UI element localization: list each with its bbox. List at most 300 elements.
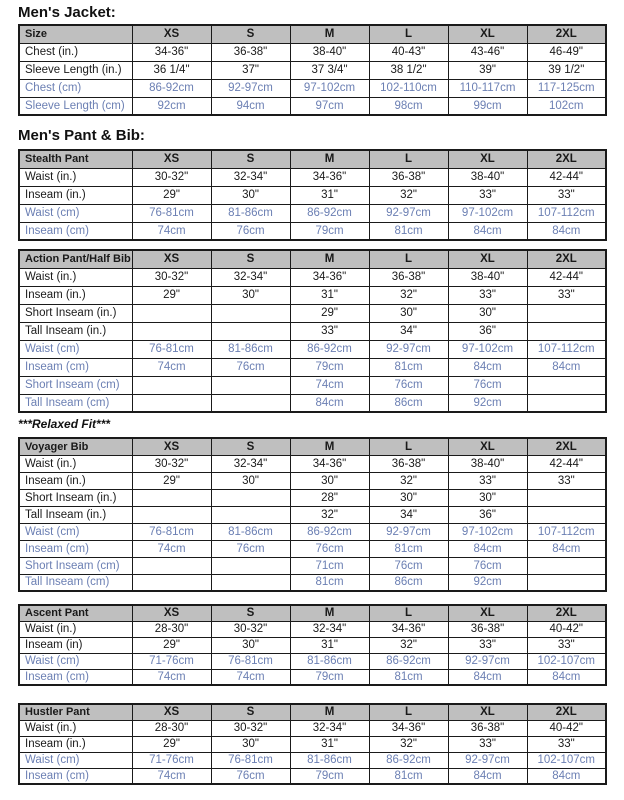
data-cell: 81-86cm xyxy=(290,653,369,669)
data-cell: 84cm xyxy=(527,222,606,240)
row-label: Inseam (in.) xyxy=(19,472,132,489)
table-row-waist-in xyxy=(19,168,606,186)
table-row-waist-cm xyxy=(19,340,606,358)
data-cell: 36" xyxy=(448,506,527,523)
data-cell xyxy=(132,322,211,340)
data-cell: 107-112cm xyxy=(527,204,606,222)
data-cell: 34-36" xyxy=(369,621,448,637)
table-row-inseam-cm xyxy=(19,540,606,557)
column-header-s: S xyxy=(211,605,290,621)
data-cell xyxy=(527,506,606,523)
data-cell: 74cm xyxy=(132,358,211,376)
data-cell: 36 1/4" xyxy=(132,61,211,79)
data-cell: 107-112cm xyxy=(527,523,606,540)
data-cell: 98cm xyxy=(369,97,448,115)
table-row-tall-inseam-in xyxy=(19,506,606,523)
data-cell: 81-86cm xyxy=(211,340,290,358)
data-cell: 81cm xyxy=(290,574,369,591)
table-header-row xyxy=(19,438,606,455)
table-row-inseam-in xyxy=(19,286,606,304)
data-cell: 76-81cm xyxy=(132,340,211,358)
column-header-m: M xyxy=(290,250,369,268)
data-cell: 102-107cm xyxy=(527,752,606,768)
table-row-waist-in xyxy=(19,455,606,472)
data-cell: 39 1/2" xyxy=(527,61,606,79)
column-header-l: L xyxy=(369,250,448,268)
relaxed-fit-note: ***Relaxed Fit*** xyxy=(18,417,111,431)
data-cell: 32-34" xyxy=(211,168,290,186)
data-cell: 36-38" xyxy=(369,455,448,472)
table-title-cell: Size xyxy=(19,25,132,43)
data-cell: 38-40" xyxy=(448,268,527,286)
data-cell: 32" xyxy=(369,637,448,653)
row-label: Inseam (in) xyxy=(19,637,132,653)
data-cell: 33" xyxy=(527,286,606,304)
data-cell: 28" xyxy=(290,489,369,506)
data-cell: 46-49" xyxy=(527,43,606,61)
data-cell: 37 3/4" xyxy=(290,61,369,79)
data-cell: 79cm xyxy=(290,669,369,685)
data-cell: 32" xyxy=(369,472,448,489)
row-label: Tall Inseam (cm) xyxy=(19,574,132,591)
data-cell: 32" xyxy=(369,186,448,204)
data-cell: 34-36" xyxy=(369,720,448,736)
data-cell: 33" xyxy=(448,472,527,489)
row-label: Waist (cm) xyxy=(19,752,132,768)
table-row-inseam-in xyxy=(19,186,606,204)
column-header-l: L xyxy=(369,438,448,455)
data-cell: 42-44" xyxy=(527,455,606,472)
data-cell: 79cm xyxy=(290,358,369,376)
data-cell: 42-44" xyxy=(527,268,606,286)
row-label: Inseam (cm) xyxy=(19,540,132,557)
data-cell: 76-81cm xyxy=(211,653,290,669)
data-cell: 94cm xyxy=(211,97,290,115)
table-row-waist-cm xyxy=(19,653,606,669)
data-cell: 38 1/2" xyxy=(369,61,448,79)
row-label: Waist (in.) xyxy=(19,268,132,286)
data-cell: 33" xyxy=(448,286,527,304)
data-cell xyxy=(211,506,290,523)
data-cell: 81cm xyxy=(369,669,448,685)
column-header-xs: XS xyxy=(132,150,211,168)
column-header-s: S xyxy=(211,150,290,168)
column-header-l: L xyxy=(369,704,448,720)
data-cell xyxy=(211,322,290,340)
data-cell: 86cm xyxy=(369,574,448,591)
data-cell: 86cm xyxy=(369,394,448,412)
data-cell xyxy=(527,557,606,574)
data-cell xyxy=(211,304,290,322)
data-cell: 32" xyxy=(369,286,448,304)
table-row-waist-in xyxy=(19,720,606,736)
data-cell: 32" xyxy=(290,506,369,523)
data-cell: 31" xyxy=(290,186,369,204)
column-header-xl: XL xyxy=(448,25,527,43)
data-cell xyxy=(527,304,606,322)
table-header-row xyxy=(19,605,606,621)
table-row-inseam-cm xyxy=(19,222,606,240)
row-label: Sleeve Length (cm) xyxy=(19,97,132,115)
data-cell xyxy=(132,394,211,412)
data-cell xyxy=(132,489,211,506)
table-row-short-inseam-cm xyxy=(19,376,606,394)
data-cell: 76cm xyxy=(448,557,527,574)
row-label: Waist (cm) xyxy=(19,204,132,222)
data-cell: 97-102cm xyxy=(448,204,527,222)
data-cell: 92-97cm xyxy=(448,752,527,768)
data-cell: 34" xyxy=(369,322,448,340)
data-cell: 81-86cm xyxy=(290,752,369,768)
data-cell: 43-46" xyxy=(448,43,527,61)
data-cell: 84cm xyxy=(448,768,527,784)
data-cell: 102-110cm xyxy=(369,79,448,97)
data-cell: 81-86cm xyxy=(211,204,290,222)
column-header-xl: XL xyxy=(448,438,527,455)
row-label: Short Inseam (in.) xyxy=(19,304,132,322)
data-cell: 92-97cm xyxy=(448,653,527,669)
data-cell: 29" xyxy=(290,304,369,322)
data-cell: 102cm xyxy=(527,97,606,115)
data-cell xyxy=(211,557,290,574)
row-label: Waist (cm) xyxy=(19,340,132,358)
data-cell: 84cm xyxy=(527,358,606,376)
column-header-2xl: 2XL xyxy=(527,150,606,168)
data-cell: 81cm xyxy=(369,768,448,784)
table-row-short-inseam-in xyxy=(19,489,606,506)
data-cell: 84cm xyxy=(527,540,606,557)
data-cell: 71cm xyxy=(290,557,369,574)
table-row-waist-cm xyxy=(19,204,606,222)
data-cell: 38-40" xyxy=(448,455,527,472)
column-header-m: M xyxy=(290,704,369,720)
table-row-inseam-cm xyxy=(19,669,606,685)
data-cell: 32" xyxy=(369,736,448,752)
row-label: Inseam (in.) xyxy=(19,286,132,304)
table-row-inseam-in xyxy=(19,472,606,489)
data-cell: 84cm xyxy=(527,669,606,685)
row-label: Sleeve Length (in.) xyxy=(19,61,132,79)
data-cell: 32-34" xyxy=(211,455,290,472)
column-header-2xl: 2XL xyxy=(527,25,606,43)
data-cell xyxy=(527,574,606,591)
data-cell: 30" xyxy=(211,736,290,752)
table-row-chest-cm xyxy=(19,79,606,97)
data-cell: 79cm xyxy=(290,222,369,240)
data-cell: 31" xyxy=(290,637,369,653)
data-cell: 32-34" xyxy=(290,720,369,736)
size-table-voyager-bib xyxy=(18,437,607,592)
data-cell: 30" xyxy=(369,304,448,322)
data-cell: 39" xyxy=(448,61,527,79)
table-title-cell: Ascent Pant xyxy=(19,605,132,621)
data-cell: 30" xyxy=(290,472,369,489)
data-cell: 84cm xyxy=(448,669,527,685)
data-cell: 36-38" xyxy=(448,621,527,637)
data-cell: 29" xyxy=(132,736,211,752)
data-cell: 40-42" xyxy=(527,720,606,736)
section-title: Men's Jacket: xyxy=(18,4,116,21)
data-cell: 29" xyxy=(132,286,211,304)
data-cell: 84cm xyxy=(448,222,527,240)
data-cell: 36-38" xyxy=(369,168,448,186)
row-label: Inseam (cm) xyxy=(19,669,132,685)
row-label: Waist (cm) xyxy=(19,653,132,669)
data-cell: 37" xyxy=(211,61,290,79)
data-cell xyxy=(132,574,211,591)
data-cell: 33" xyxy=(527,472,606,489)
row-label: Chest (cm) xyxy=(19,79,132,97)
table-row-tall-inseam-cm xyxy=(19,394,606,412)
section-men-s-pant-bib xyxy=(18,126,605,785)
data-cell: 33" xyxy=(448,186,527,204)
column-header-l: L xyxy=(369,605,448,621)
column-header-s: S xyxy=(211,704,290,720)
data-cell: 92cm xyxy=(132,97,211,115)
column-header-m: M xyxy=(290,25,369,43)
table-header-row xyxy=(19,250,606,268)
table-header-row xyxy=(19,704,606,720)
section-men-s-jacket xyxy=(18,3,605,116)
table-title-cell: Action Pant/Half Bib xyxy=(19,250,132,268)
row-label: Waist (cm) xyxy=(19,523,132,540)
data-cell: 84cm xyxy=(290,394,369,412)
data-cell: 97-102cm xyxy=(448,340,527,358)
data-cell: 74cm xyxy=(211,669,290,685)
data-cell: 84cm xyxy=(448,358,527,376)
data-cell: 74cm xyxy=(132,669,211,685)
data-cell: 102-107cm xyxy=(527,653,606,669)
data-cell: 92-97cm xyxy=(369,523,448,540)
column-header-m: M xyxy=(290,605,369,621)
data-cell: 38-40" xyxy=(448,168,527,186)
row-label: Tall Inseam (cm) xyxy=(19,394,132,412)
row-label: Inseam (in.) xyxy=(19,736,132,752)
data-cell xyxy=(527,322,606,340)
data-cell: 31" xyxy=(290,286,369,304)
row-label: Inseam (in.) xyxy=(19,186,132,204)
table-row-short-inseam-in xyxy=(19,304,606,322)
data-cell: 30-32" xyxy=(211,720,290,736)
data-cell: 40-42" xyxy=(527,621,606,637)
data-cell: 76cm xyxy=(211,222,290,240)
data-cell: 30-32" xyxy=(211,621,290,637)
table-header-row xyxy=(19,150,606,168)
data-cell: 97cm xyxy=(290,97,369,115)
data-cell: 84cm xyxy=(448,540,527,557)
data-cell: 86-92cm xyxy=(369,653,448,669)
data-cell: 92-97cm xyxy=(369,340,448,358)
data-cell: 36" xyxy=(448,322,527,340)
data-cell xyxy=(132,506,211,523)
data-cell: 30" xyxy=(448,304,527,322)
table-row-waist-in xyxy=(19,268,606,286)
data-cell: 74cm xyxy=(132,222,211,240)
row-label: Inseam (cm) xyxy=(19,222,132,240)
data-cell: 86-92cm xyxy=(290,340,369,358)
data-cell: 33" xyxy=(448,637,527,653)
data-cell: 84cm xyxy=(527,768,606,784)
data-cell: 42-44" xyxy=(527,168,606,186)
column-header-2xl: 2XL xyxy=(527,438,606,455)
size-table-ascent-pant xyxy=(18,604,607,686)
table-row-waist-in xyxy=(19,621,606,637)
data-cell: 29" xyxy=(132,472,211,489)
data-cell: 30-32" xyxy=(132,268,211,286)
data-cell: 30-32" xyxy=(132,168,211,186)
table-row-inseam-cm xyxy=(19,768,606,784)
data-cell: 81cm xyxy=(369,540,448,557)
data-cell: 32-34" xyxy=(290,621,369,637)
row-label: Inseam (cm) xyxy=(19,358,132,376)
data-cell: 92cm xyxy=(448,394,527,412)
column-header-xs: XS xyxy=(132,25,211,43)
data-cell: 97-102cm xyxy=(290,79,369,97)
data-cell: 81cm xyxy=(369,222,448,240)
data-cell: 30" xyxy=(369,489,448,506)
table-title-cell: Hustler Pant xyxy=(19,704,132,720)
row-label: Inseam (cm) xyxy=(19,768,132,784)
column-header-xs: XS xyxy=(132,250,211,268)
data-cell: 38-40" xyxy=(290,43,369,61)
table-row-waist-cm xyxy=(19,752,606,768)
column-header-xl: XL xyxy=(448,150,527,168)
table-row-sleeve-length-cm xyxy=(19,97,606,115)
data-cell: 29" xyxy=(132,637,211,653)
data-cell: 74cm xyxy=(132,540,211,557)
size-table-stealth-pant xyxy=(18,149,607,241)
data-cell: 74cm xyxy=(132,768,211,784)
table-row-sleeve-length-in xyxy=(19,61,606,79)
data-cell: 30" xyxy=(448,489,527,506)
section-title: Men's Pant & Bib: xyxy=(18,127,145,144)
data-cell xyxy=(211,574,290,591)
data-cell: 32-34" xyxy=(211,268,290,286)
data-cell: 76cm xyxy=(369,557,448,574)
data-cell: 76cm xyxy=(211,540,290,557)
row-label: Waist (in.) xyxy=(19,720,132,736)
table-row-inseam-cm xyxy=(19,358,606,376)
row-label: Waist (in.) xyxy=(19,621,132,637)
column-header-s: S xyxy=(211,25,290,43)
data-cell: 92-97cm xyxy=(369,204,448,222)
data-cell: 76cm xyxy=(369,376,448,394)
data-cell: 74cm xyxy=(290,376,369,394)
data-cell: 30" xyxy=(211,637,290,653)
data-cell: 34-36" xyxy=(290,168,369,186)
data-cell: 33" xyxy=(527,637,606,653)
data-cell: 30" xyxy=(211,186,290,204)
row-label: Short Inseam (cm) xyxy=(19,557,132,574)
table-row-waist-cm xyxy=(19,523,606,540)
size-table-hustler-pant xyxy=(18,703,607,785)
data-cell: 33" xyxy=(527,736,606,752)
data-cell: 76-81cm xyxy=(132,204,211,222)
data-cell: 117-125cm xyxy=(527,79,606,97)
table-row-tall-inseam-cm xyxy=(19,574,606,591)
data-cell: 86-92cm xyxy=(132,79,211,97)
row-label: Short Inseam (cm) xyxy=(19,376,132,394)
data-cell xyxy=(527,376,606,394)
data-cell: 31" xyxy=(290,736,369,752)
data-cell: 76-81cm xyxy=(132,523,211,540)
data-cell: 28-30" xyxy=(132,720,211,736)
data-cell: 34-36" xyxy=(132,43,211,61)
table-title-cell: Stealth Pant xyxy=(19,150,132,168)
data-cell xyxy=(132,376,211,394)
data-cell: 71-76cm xyxy=(132,653,211,669)
table-title-cell: Voyager Bib xyxy=(19,438,132,455)
data-cell: 40-43" xyxy=(369,43,448,61)
data-cell: 92-97cm xyxy=(211,79,290,97)
data-cell: 34-36" xyxy=(290,268,369,286)
row-label: Waist (in.) xyxy=(19,455,132,472)
column-header-xl: XL xyxy=(448,250,527,268)
data-cell: 30" xyxy=(211,286,290,304)
data-cell: 34" xyxy=(369,506,448,523)
data-cell: 76cm xyxy=(211,768,290,784)
data-cell: 86-92cm xyxy=(290,204,369,222)
data-cell: 33" xyxy=(527,186,606,204)
data-cell: 36-38" xyxy=(448,720,527,736)
column-header-l: L xyxy=(369,150,448,168)
data-cell: 81-86cm xyxy=(211,523,290,540)
data-cell: 86-92cm xyxy=(290,523,369,540)
table-row-inseam-in xyxy=(19,637,606,653)
data-cell xyxy=(211,394,290,412)
data-cell: 99cm xyxy=(448,97,527,115)
data-cell xyxy=(527,489,606,506)
data-cell xyxy=(211,376,290,394)
column-header-2xl: 2XL xyxy=(527,704,606,720)
table-row-short-inseam-cm xyxy=(19,557,606,574)
column-header-m: M xyxy=(290,150,369,168)
table-row-tall-inseam-in xyxy=(19,322,606,340)
data-cell: 33" xyxy=(290,322,369,340)
data-cell xyxy=(132,304,211,322)
table-header-row xyxy=(19,25,606,43)
data-cell: 97-102cm xyxy=(448,523,527,540)
column-header-xs: XS xyxy=(132,704,211,720)
size-table-action-pant-half-bib xyxy=(18,249,607,413)
data-cell: 76-81cm xyxy=(211,752,290,768)
data-cell: 34-36" xyxy=(290,455,369,472)
size-table-size xyxy=(18,24,607,116)
data-cell: 79cm xyxy=(290,768,369,784)
row-label: Short Inseam (in.) xyxy=(19,489,132,506)
data-cell: 71-76cm xyxy=(132,752,211,768)
row-label: Chest (in.) xyxy=(19,43,132,61)
data-cell: 86-92cm xyxy=(369,752,448,768)
column-header-xs: XS xyxy=(132,605,211,621)
column-header-xl: XL xyxy=(448,704,527,720)
data-cell: 33" xyxy=(448,736,527,752)
data-cell: 92cm xyxy=(448,574,527,591)
data-cell: 30-32" xyxy=(132,455,211,472)
data-cell xyxy=(211,489,290,506)
data-cell xyxy=(132,557,211,574)
column-header-xl: XL xyxy=(448,605,527,621)
column-header-xs: XS xyxy=(132,438,211,455)
data-cell: 76cm xyxy=(290,540,369,557)
column-header-s: S xyxy=(211,250,290,268)
column-header-2xl: 2XL xyxy=(527,250,606,268)
table-row-inseam-in xyxy=(19,736,606,752)
data-cell: 81cm xyxy=(369,358,448,376)
data-cell: 36-38" xyxy=(369,268,448,286)
column-header-l: L xyxy=(369,25,448,43)
data-cell: 110-117cm xyxy=(448,79,527,97)
